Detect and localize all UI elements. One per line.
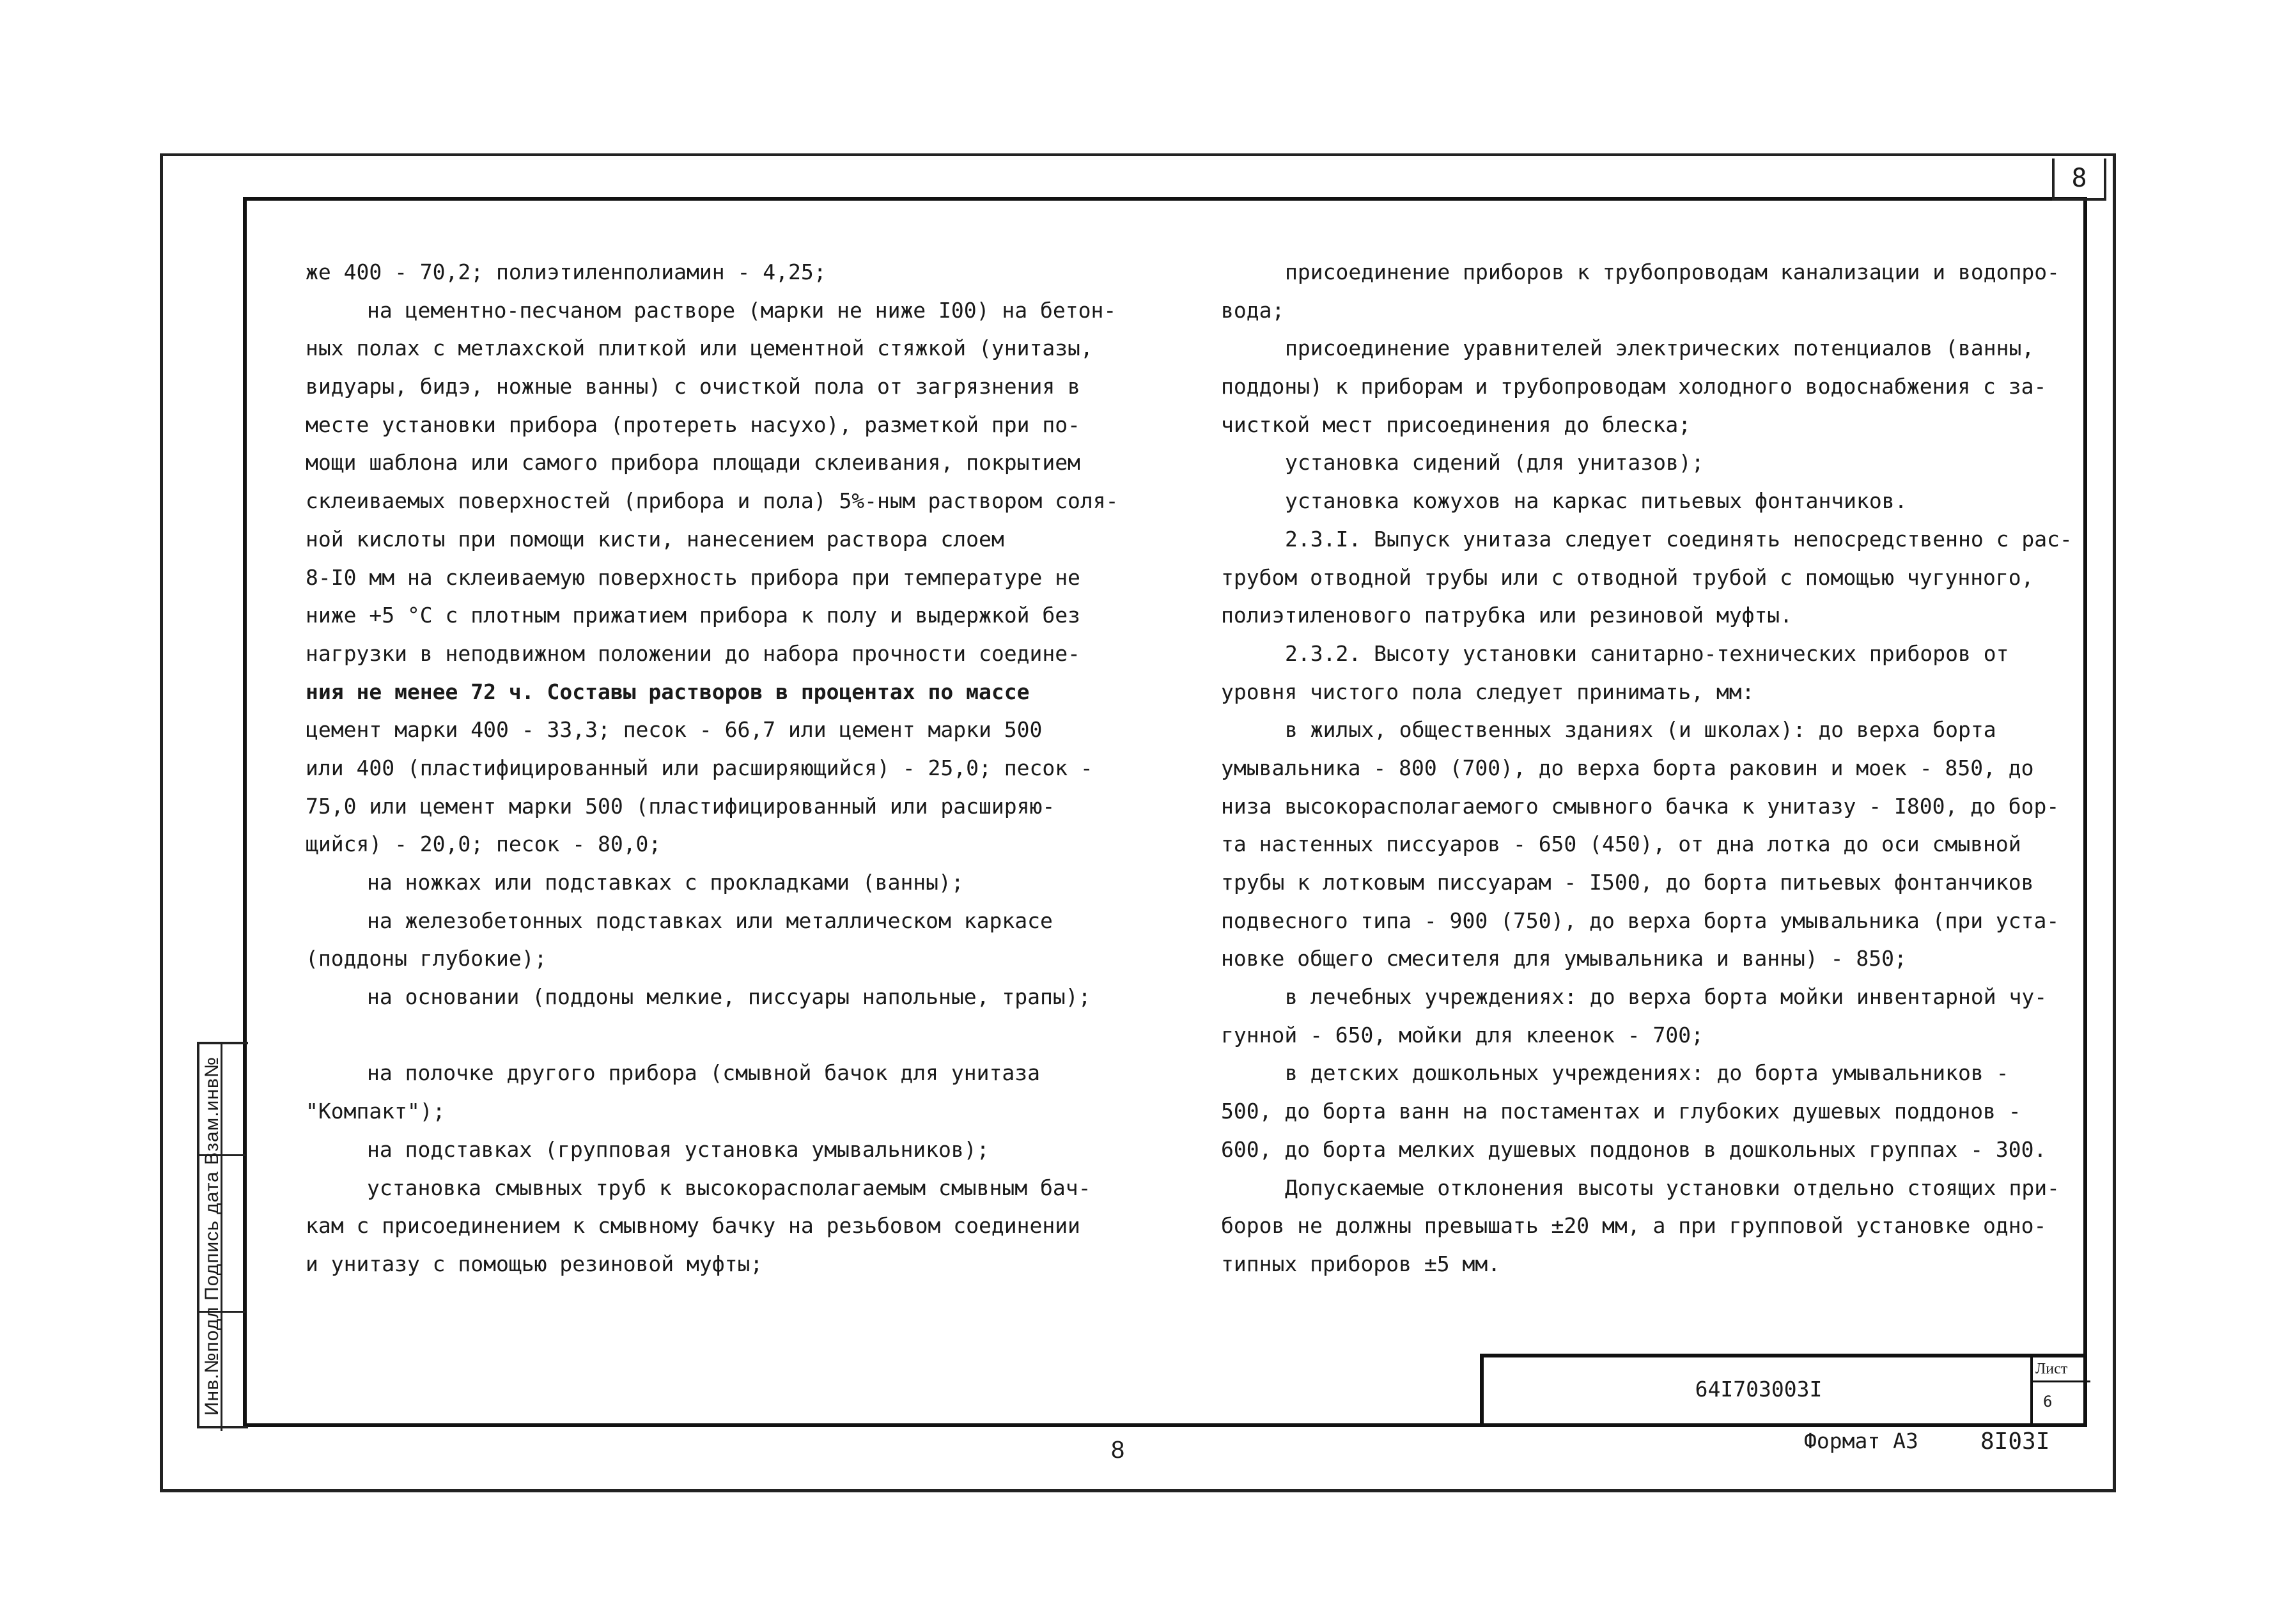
text-line: боров не должны превышать ±20 мм, а при групповой установке одно- [1221, 1213, 2047, 1239]
text-line: гунной - 650, мойки для клеенок - 700; [1221, 1022, 1704, 1048]
text-line: 8-I0 мм на склеиваемую поверхность прибора при температуре не [306, 564, 1080, 590]
text-line: трубом отводной трубы или с отводной трубой с помощью чугунного, [1221, 564, 2034, 590]
stamp-text [199, 1044, 225, 1431]
text-line: новке общего смесителя для умывальника и ванны) - 850; [1221, 946, 1907, 971]
right-text-column [1221, 253, 2072, 1283]
text-line: (поддоны глубокие); [306, 946, 547, 971]
text-line: ной кислоты при помощи кисти, нанесением раствора слоем [306, 526, 1004, 552]
text-line: цемент марки 400 - 33,3; песок - 66,7 или цемент марки 500 [306, 717, 1043, 743]
text-line: ния не менее 72 ч. Составы растворов в процентах по массе [306, 679, 1030, 704]
text-line: чисткой мест присоединения до блеска; [1221, 412, 1691, 437]
text-line: мощи шаблона или самого прибора площади склеивания, покрытием [306, 450, 1080, 476]
text-line: Допускаемые отклонения высоты установки отдельно стоящих при- [1285, 1175, 2060, 1200]
text-line: установка сидений (для унитазов); [1285, 450, 1704, 476]
document-code: 64I703003I [1695, 1377, 1823, 1402]
text-line: нагрузки в неподвижном положении до набора прочности соедине- [306, 640, 1080, 666]
text-line: установка смывных труб к высокорасполагаемым смывным бач- [367, 1175, 1091, 1200]
text-line: месте установки прибора (протереть насухо), разметкой при по- [306, 412, 1080, 437]
text-line: низа высокорасполагаемого смывного бачка к унитазу - I800, до бор- [1221, 793, 2060, 819]
text-line: поддоны) к приборам и трубопроводам холодного водоснабжения с за- [1221, 374, 2047, 399]
footer-format: Формат А3 [1804, 1428, 1918, 1453]
text-line: уровня чистого пола следует принимать, мм: [1221, 679, 1755, 704]
title-block [1480, 1354, 2087, 1427]
text-line: умывальника - 800 (700), до верха борта раковин и моек - 850, до [1221, 755, 2034, 780]
footer-code: 8I03I [1980, 1428, 2050, 1455]
text-line: ных полах с метлахской плиткой или цементной стяжкой (унитазы, [306, 336, 1093, 361]
text-line: 2.3.I. Выпуск унитаза следует соединять непосредственно с рас- [1285, 526, 2072, 552]
sheet-label: Лист [2033, 1357, 2090, 1382]
page-number-box: 8 [2052, 159, 2106, 201]
text-line: на подставках (групповая установка умывальников); [367, 1136, 990, 1162]
text-line: 600, до борта мелких душевых поддонов в дошкольных группах - 300. [1221, 1136, 2047, 1162]
text-line: полиэтиленового патрубка или резиновой муфты. [1221, 603, 1793, 628]
text-line: ниже +5 °С с плотным прижатием прибора к полу и выдержкой без [306, 603, 1080, 628]
text-line: щийся) - 20,0; песок - 80,0; [306, 831, 662, 857]
text-line: типных приборов ±5 мм. [1221, 1251, 1501, 1276]
text-line: или 400 (пластифицированный или расширяющийся) - 25,0; песок - [306, 755, 1093, 780]
left-text-column [306, 253, 1119, 1283]
text-line: присоединение уравнителей электрических потенциалов (ванны, [1285, 336, 2035, 361]
text-line: 2.3.2. Высоту установки санитарно-технических приборов от [1285, 640, 2009, 666]
text-line: 500, до борта ванн на постаментах и глубоких душевых поддонов - [1221, 1099, 2021, 1124]
text-line: видуары, бидэ, ножные ванны) с очисткой пола от загрязнения в [306, 374, 1080, 399]
text-line: кам с присоединением к смывному бачку на резьбовом соединении [306, 1213, 1080, 1239]
sheet-cell [2030, 1357, 2090, 1427]
text-line: трубы к лотковым писсуарам - I500, до борта питьевых фонтанчиков [1221, 870, 2034, 895]
text-line: подвесного типа - 900 (750), до верха борта умывальника (при уста- [1221, 908, 2060, 933]
text-line: присоединение приборов к трубопроводам канализации и водопро- [1285, 259, 2060, 284]
stamp-label: Инв.№подл Подпись дата Взам.инв№ [201, 1056, 222, 1416]
text-line: же 400 - 70,2; полиэтиленполиамин - 4,25; [306, 259, 827, 284]
text-line: в жилых, общественных зданиях (и школах): до верха борта [1285, 717, 1996, 743]
text-line: склеиваемых поверхностей (прибора и пола) 5%-ным раствором соля- [306, 488, 1119, 514]
text-line: на цементно-песчаном растворе (марки не ниже I00) на бетон- [367, 297, 1117, 323]
sheet-number: 6 [2043, 1393, 2053, 1411]
text-line: "Компакт"); [306, 1099, 446, 1124]
text-line: и унитазу с помощью резиновой муфты; [306, 1251, 763, 1276]
text-line: 75,0 или цемент марки 500 (пластифицированный или расширяю- [306, 793, 1055, 819]
blank-line [306, 1016, 1119, 1055]
text-line: в детских дошкольных учреждениях: до борта умывальников - [1285, 1060, 2009, 1086]
side-stamp [197, 1042, 248, 1428]
text-line: в лечебных учреждениях: до верха борта мойки инвентарной чу- [1285, 984, 2048, 1010]
footer-page-number: 8 [1111, 1437, 1125, 1464]
text-line: на железобетонных подставках или металлическом каркасе [367, 908, 1053, 933]
text-line: установка кожухов на каркас питьевых фонтанчиков. [1285, 488, 1908, 514]
text-line: та настенных писсуаров - 650 (450), от дна лотка до оси смывной [1221, 831, 2021, 857]
text-line: вода; [1221, 297, 1285, 323]
text-line: на ножках или подставках с прокладками (ванны); [367, 870, 964, 895]
text-line: на основании (поддоны мелкие, писсуары напольные, трапы); [367, 984, 1091, 1010]
text-line: на полочке другого прибора (смывной бачок для унитаза [367, 1060, 1040, 1086]
